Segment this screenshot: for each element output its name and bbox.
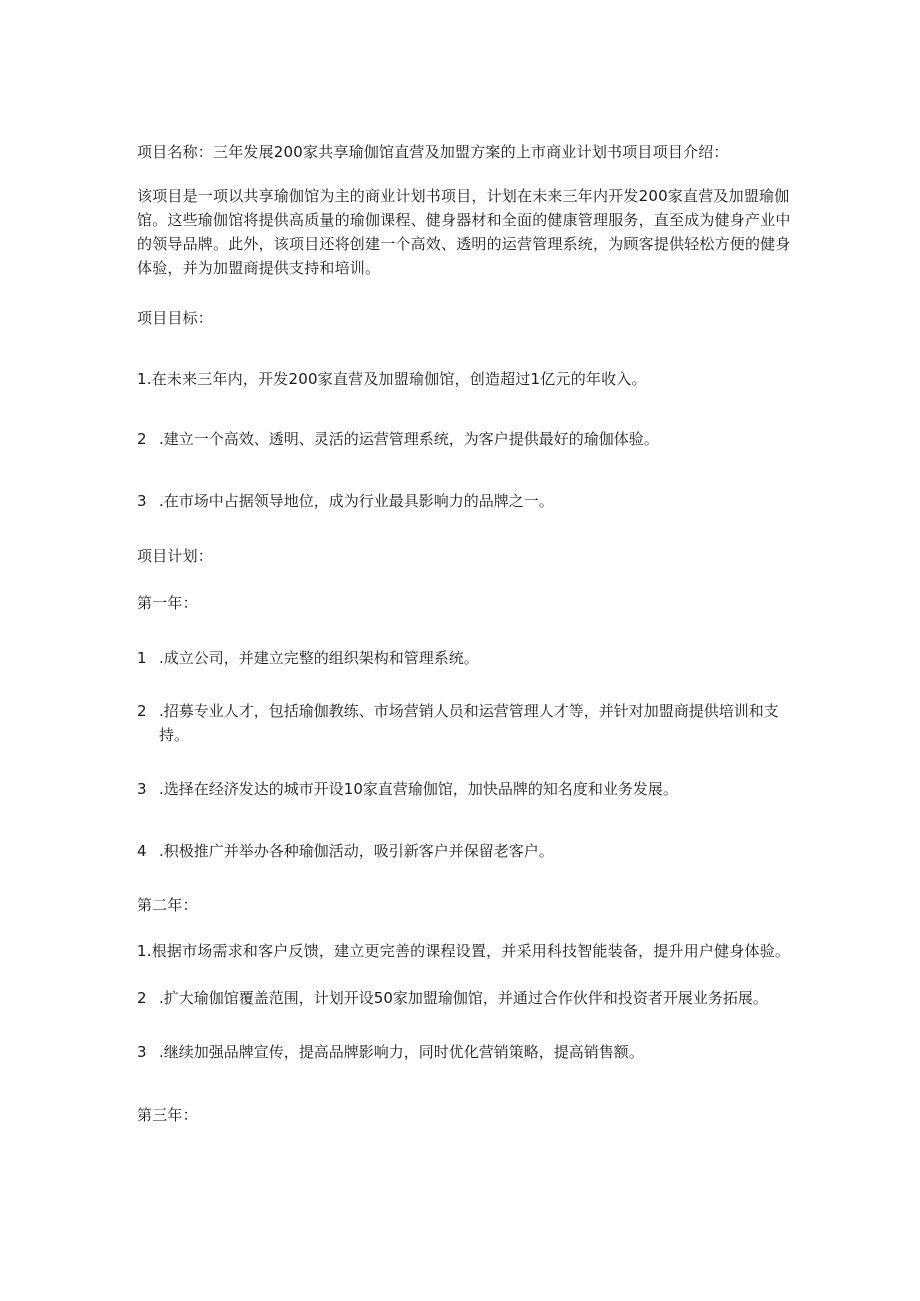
plan-heading: 项目计划： (137, 547, 214, 565)
intro-paragraph: 该项目是一项以共享瑜伽馆为主的商业计划书项目，计划在未来三年内开发200家直营及加盟瑜伽馆。这些瑜伽馆将提供高质量的瑜伽课程、健身器材和全面的健康管理服务，直至成为健身产业中的领导品牌。此外，该项目还将创建一个高效、透明的运营管理系统，为顾客提供轻松方便的健身体验，并为加盟商提供支持和培训。 (137, 187, 791, 277)
year-1-item-2-text: .招募专业人才，包括瑜伽教练、市场营销人员和运营管理人才等，并针对加盟商提供培训和支持。 (159, 702, 779, 744)
year-2-item-3-text: .继续加强品牌宣传，提高品牌影响力，同时优化营销策略，提高销售额。 (159, 1043, 644, 1061)
goal-item-2 (137, 427, 797, 451)
year-1-item-3-number: 3 (137, 780, 147, 798)
goal-item-3-number: 3 (137, 492, 147, 510)
goal-item-2-number: 2 (137, 430, 147, 448)
year-1-item-2 (137, 699, 797, 747)
goal-item-2-text: .建立一个高效、透明、灵活的运营管理系统，为客户提供最好的瑜伽体验。 (159, 430, 659, 448)
goal-item-1: 1.在未来三年内，开发200家直营及加盟瑜伽馆，创造超过1亿元的年收入。 (137, 370, 647, 388)
goal-item-3-text: .在市场中占据领导地位，成为行业最具影响力的品牌之一。 (159, 492, 554, 510)
year-3-heading: 第三年： (137, 1106, 198, 1124)
year-1-item-1 (137, 646, 797, 670)
year-1-item-2-number: 2 (137, 702, 147, 720)
year-1-item-4 (137, 839, 797, 863)
goals-heading: 项目目标： (137, 309, 214, 327)
year-1-item-4-text: .积极推广并举办各种瑜伽活动，吸引新客户并保留老客户。 (159, 842, 554, 860)
year-1-heading: 第一年： (137, 594, 198, 612)
year-2-item-2-text: .扩大瑜伽馆覆盖范围，计划开设50家加盟瑜伽馆，并通过合作伙伴和投资者开展业务拓展。 (159, 989, 768, 1007)
year-1-item-4-number: 4 (137, 842, 147, 860)
year-2-item-2-number: 2 (137, 989, 147, 1007)
goal-item-3 (137, 489, 797, 513)
year-1-item-1-number: 1 (137, 649, 147, 667)
year-1-item-3-text: .选择在经济发达的城市开设10家直营瑜伽馆，加快品牌的知名度和业务发展。 (159, 780, 678, 798)
year-2-item-2 (137, 986, 797, 1010)
year-2-item-1: 1.根据市场需求和客户反馈，建立更完善的课程设置，并采用科技智能装备，提升用户健身体验。 (137, 942, 791, 960)
year-2-item-3 (137, 1040, 797, 1064)
year-2-item-3-number: 3 (137, 1043, 147, 1061)
year-2-heading: 第二年： (137, 896, 198, 914)
year-1-item-3 (137, 777, 797, 801)
project-title-line: 项目名称：三年发展200家共享瑜伽馆直营及加盟方案的上市商业计划书项目项目介绍： (137, 143, 729, 161)
year-1-item-1-text: .成立公司，并建立完整的组织架构和管理系统。 (159, 649, 479, 667)
